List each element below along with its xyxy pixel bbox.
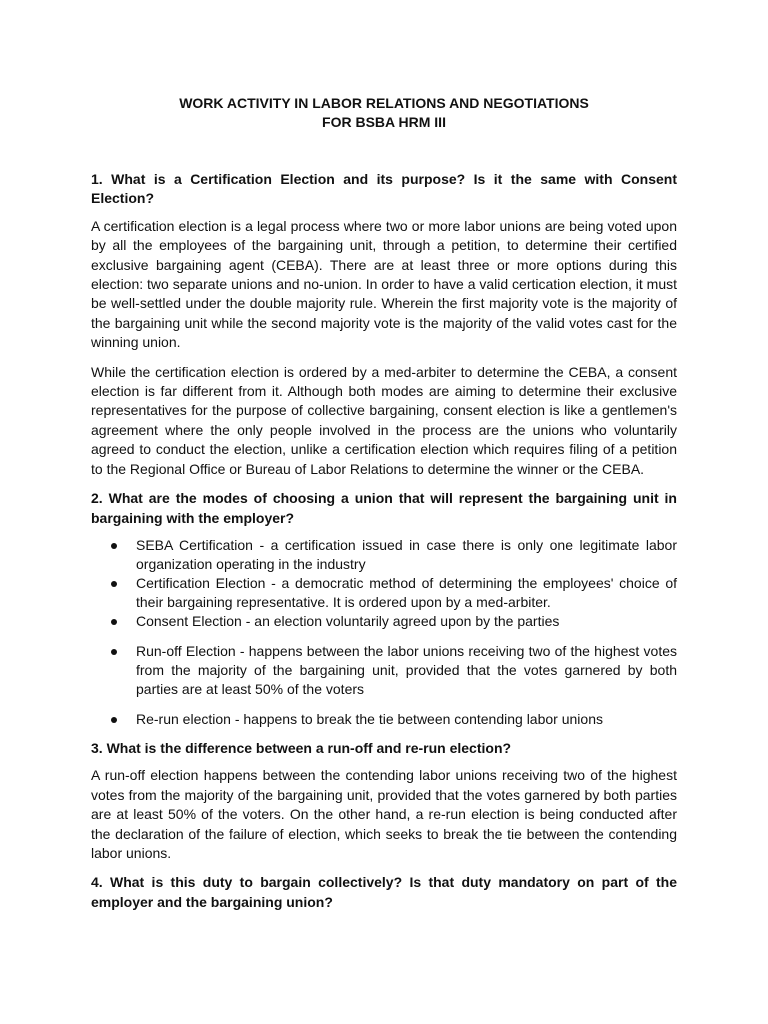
question-3-paragraph: A run-off election happens between the contending labor unions receiving two of the highest votes from the majority of the bargaining unit, provided that the votes garnered by both parties are at least 50% of the voters. On the other hand, a re-run election is being conducted after the declaration of the failure of election, which seeks to break the tie between the contending labor unions. — [91, 767, 677, 861]
list-item — [91, 642, 677, 699]
list-item-text: Consent Election - an election voluntarily agreed upon by the parties — [136, 612, 560, 629]
question-1-heading: 1. What is a Certification Election and its purpose? Is it the same with Consent Election? — [91, 171, 677, 207]
bullet-icon — [111, 619, 117, 625]
list-item — [91, 710, 677, 729]
bullet-icon — [111, 581, 117, 587]
question-4-section — [91, 873, 677, 912]
question-3-heading: 3. What is the difference between a run-off and re-run election? — [91, 739, 512, 756]
question-2-section — [91, 489, 677, 729]
question-1-section — [91, 170, 677, 479]
title-line-1: WORK ACTIVITY IN LABOR RELATIONS AND NEGOTIATIONS — [179, 95, 589, 111]
list-item — [91, 536, 677, 574]
list-item-text: Run-off Election - happens between the labor unions receiving two of the highest votes from the majority of the bargaining unit, provided that the votes garnered by both parties are at least 50% of the voters — [136, 642, 677, 697]
union-modes-list — [91, 536, 677, 729]
bullet-icon — [111, 717, 117, 723]
question-1-paragraph-1: A certification election is a legal process where two or more labor unions are being voted upon by all the employees of the bargaining unit, through a petition, to determine their certified exclusive bargaining agent (CEBA). There are at least three or more options during this election: two separate unions and no-union. In order to have a valid certication election, it must be well-settled under the double majority rule. Wherein the first majority vote is the majority of the bargaining unit while the second majority vote is the majority of the valid votes cast for the winning union. — [91, 217, 678, 351]
title-line-2: FOR BSBA HRM III — [322, 114, 446, 130]
list-item-text: SEBA Certification - a certification issued in case there is only one legitimate labor organization operating in the industry — [136, 536, 677, 572]
question-3-section — [91, 739, 677, 863]
question-4-heading: 4. What is this duty to bargain collectively? Is that duty mandatory on part of the employer and the bargaining union? — [91, 874, 677, 910]
bullet-icon — [111, 543, 117, 549]
list-item — [91, 574, 677, 612]
list-item-text: Certification Election - a democratic method of determining the employees' choice of their bargaining representative. It is ordered upon by a med-arbiter. — [136, 574, 677, 610]
list-item-text: Re-run election - happens to break the tie between contending labor unions — [136, 710, 603, 727]
question-2-heading: 2. What are the modes of choosing a union that will represent the bargaining unit in bargaining with the employer? — [91, 490, 677, 526]
bullet-icon — [111, 649, 117, 655]
question-1-paragraph-2: While the certification election is ordered by a med-arbiter to determine the CEBA, a consent election is far different from it. Although both modes are aiming to determine their exclusive representatives for the purpose of collective bargaining, consent election is like a gentlemen's agreement where the only people involved in the process are the unions who voluntarily agreed to conduct the election, unlike a certification election which requires filing of a petition to the Regional Office or Bureau of Labor Relations to determine the winner or the CEBA. — [91, 363, 677, 477]
document-title — [91, 94, 677, 132]
list-item — [91, 612, 677, 631]
